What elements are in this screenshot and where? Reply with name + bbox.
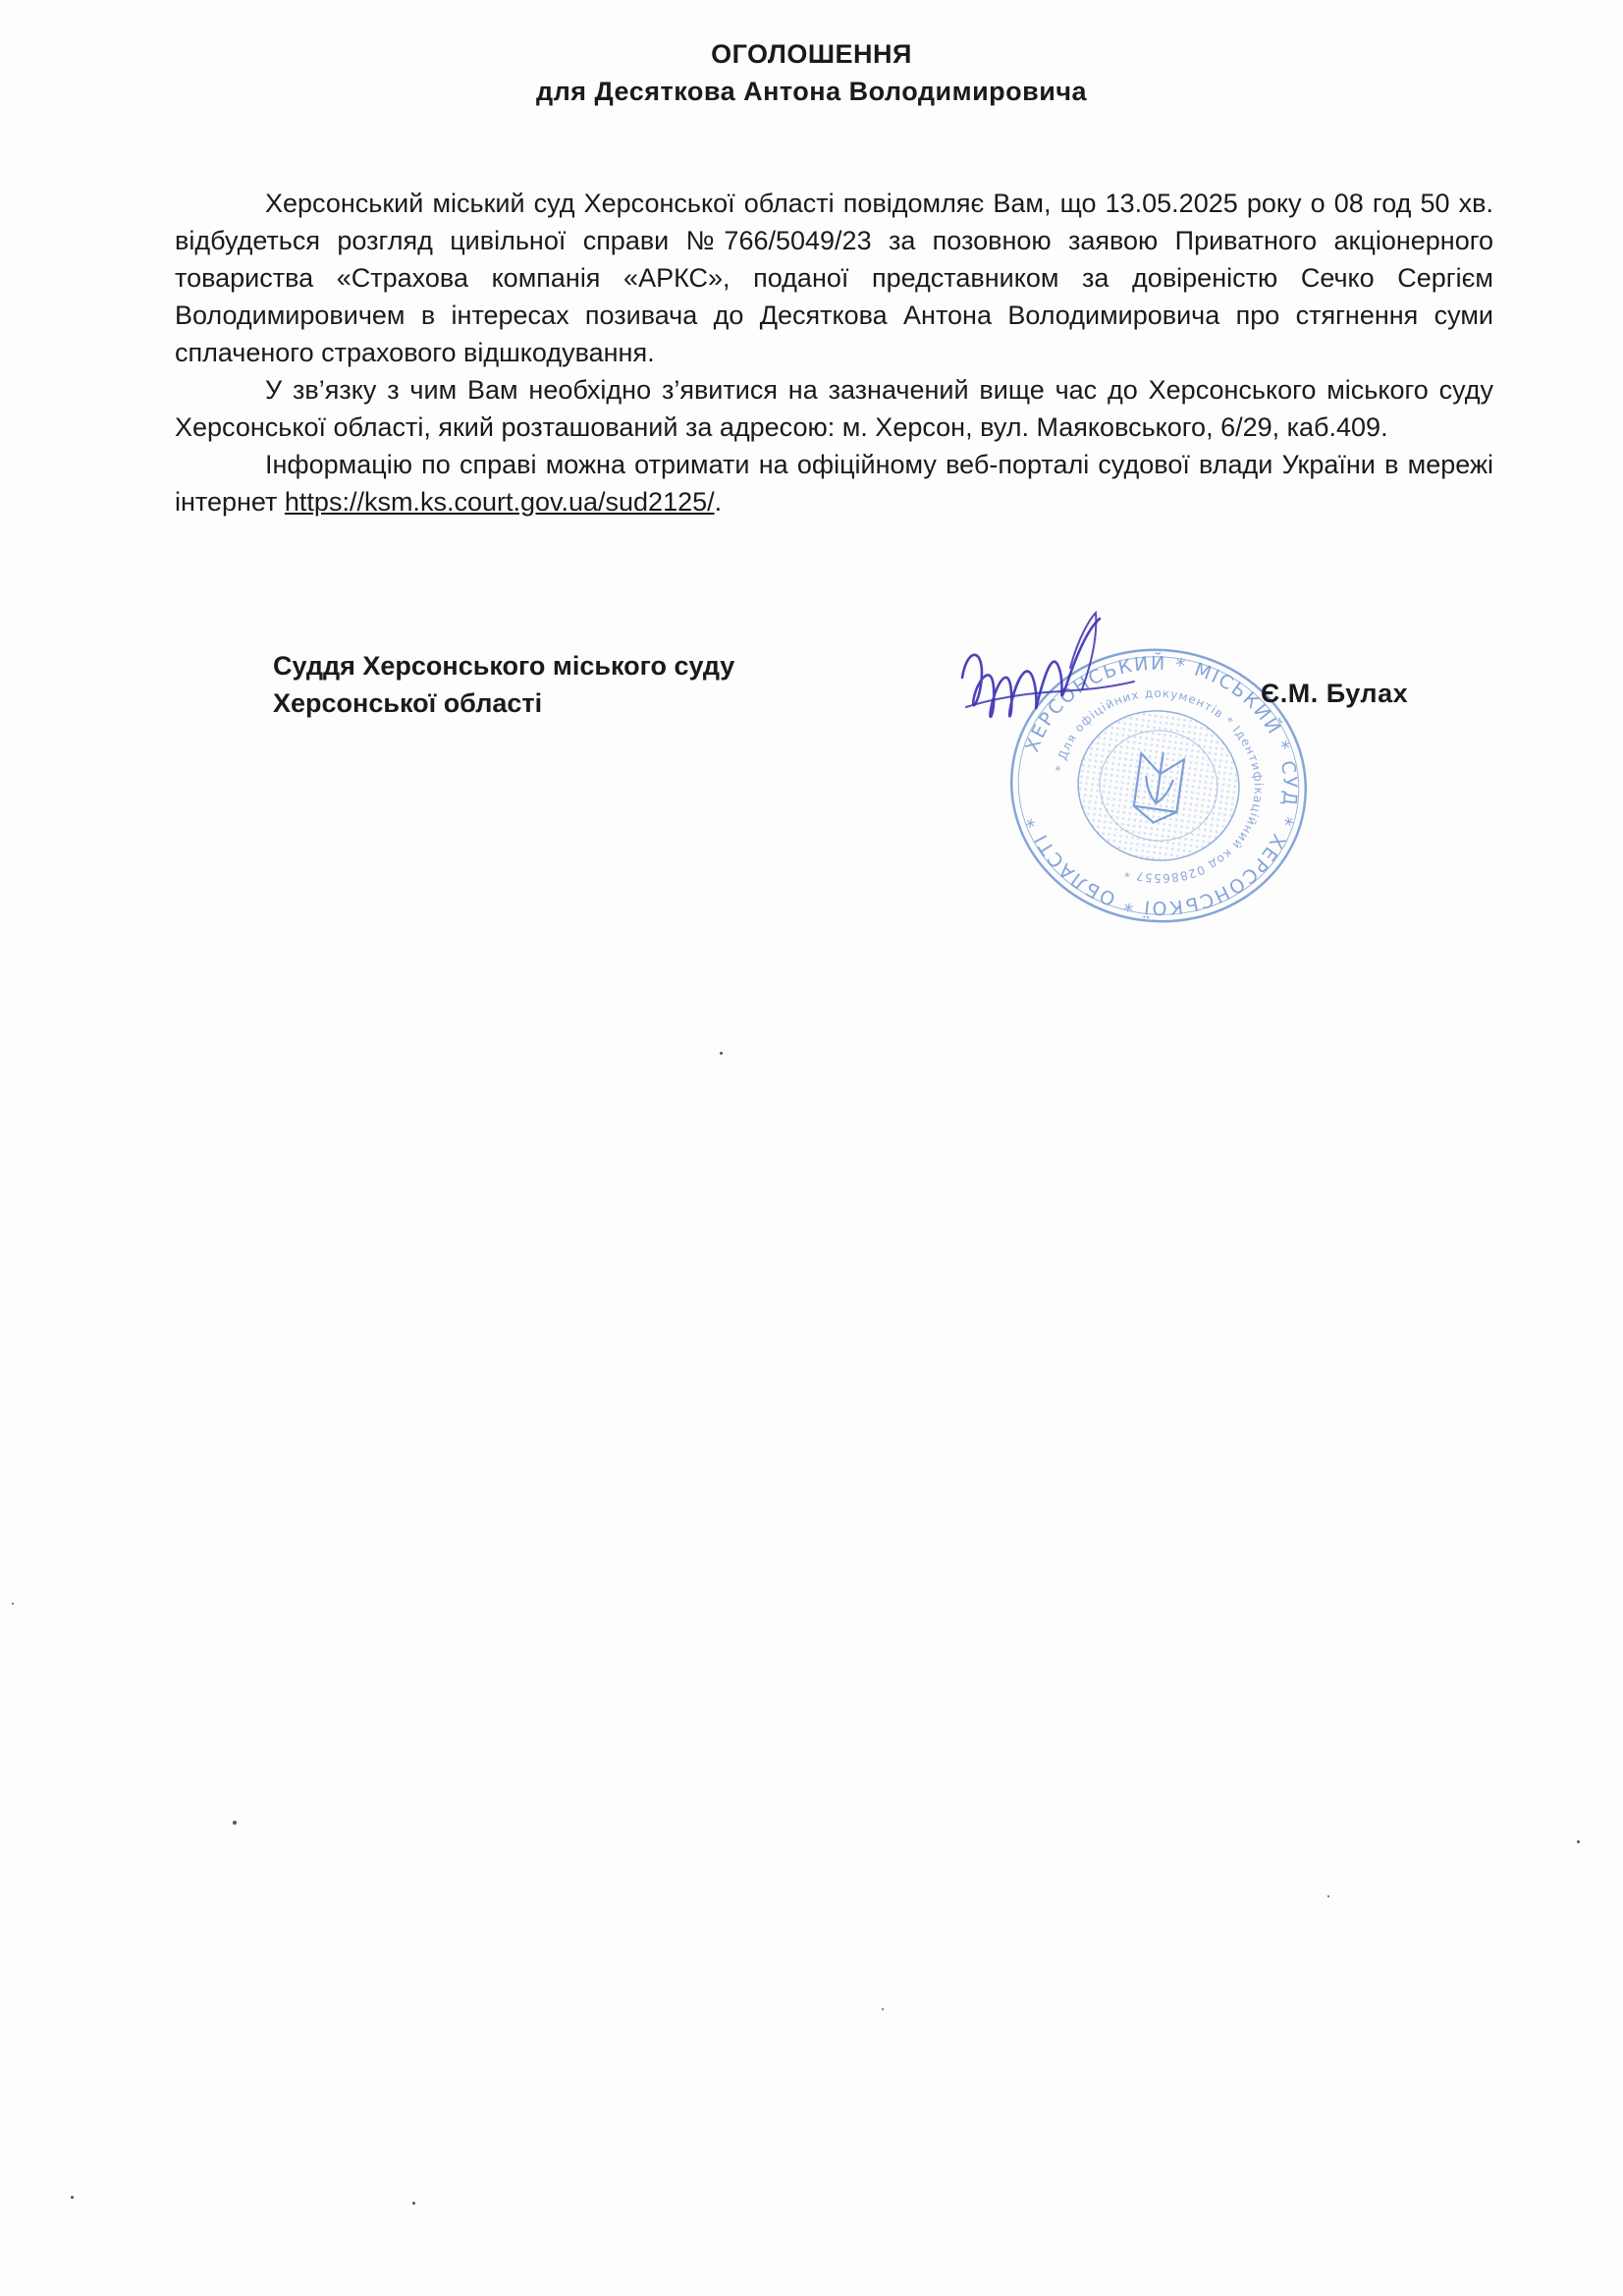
document-body [175, 185, 1493, 520]
scan-speck [412, 2202, 415, 2205]
scan-speck [720, 1052, 723, 1055]
paragraph-appearance-notice: У зв’язку з чим Вам необхідно з’явитися на зазначений вище час до Херсонського міського суду Херсонської області, який розташований за адресою: м. Херсон, вул. Маяковського, 6/29, каб.409. [175, 375, 1493, 442]
judge-position-line1: Суддя Херсонського міського суду [273, 651, 735, 681]
paragraph-info-suffix: . [714, 487, 723, 517]
svg-text:ХЕРСОНСЬКИЙ * МІСЬКИЙ * СУД *: ХЕРСОНСЬКИЙ * МІСЬКИЙ * СУД * ХЕРСОНСЬКОЇ * ОБЛАСТІ * [1021, 652, 1302, 919]
paragraph-info-text: Інформацію по справі можна отримати на офіційному веб-порталі судової влади України в мережі інтернет [175, 450, 1493, 517]
document-title: ОГОЛОШЕННЯ [711, 39, 912, 69]
scan-speck [12, 1603, 14, 1605]
court-portal-link[interactable]: https://ksm.ks.court.gov.ua/sud2125/ [284, 487, 715, 517]
svg-text:* Для офіційних документів * І: * Для офіційних документів * Ідентифікаційний код 02886557 * [1053, 685, 1266, 886]
judge-position [273, 647, 734, 722]
handwritten-signature [952, 609, 1149, 756]
judge-position-line2: Херсонської області [273, 688, 543, 718]
scan-speck [1327, 1895, 1329, 1897]
judge-name: Є.М. Булах [1261, 679, 1409, 708]
scan-speck [71, 2196, 74, 2199]
scan-speck [1577, 1840, 1580, 1843]
paragraph-info-portal [175, 446, 1493, 520]
scan-speck [882, 2008, 884, 2010]
paragraph-hearing-notice: Херсонський міський суд Херсонської області повідомляє Вам, що 13.05.2025 року о 08 год 50 хв. відбудеться розгляд цивільної справи №766/5049/23 за позовною заявою Приватного акціонерного товариства «Страхова компанія «АРКС», поданої представником за довіреністю Сечко Сергієм Володимировичем в інтересах позивача до Десяткова Антона Володимировича про стягнення суми сплаченого страхового відшкодування. [175, 189, 1493, 367]
scan-speck [233, 1821, 237, 1825]
document-subtitle: для Десяткова Антона Володимировича [535, 77, 1088, 106]
